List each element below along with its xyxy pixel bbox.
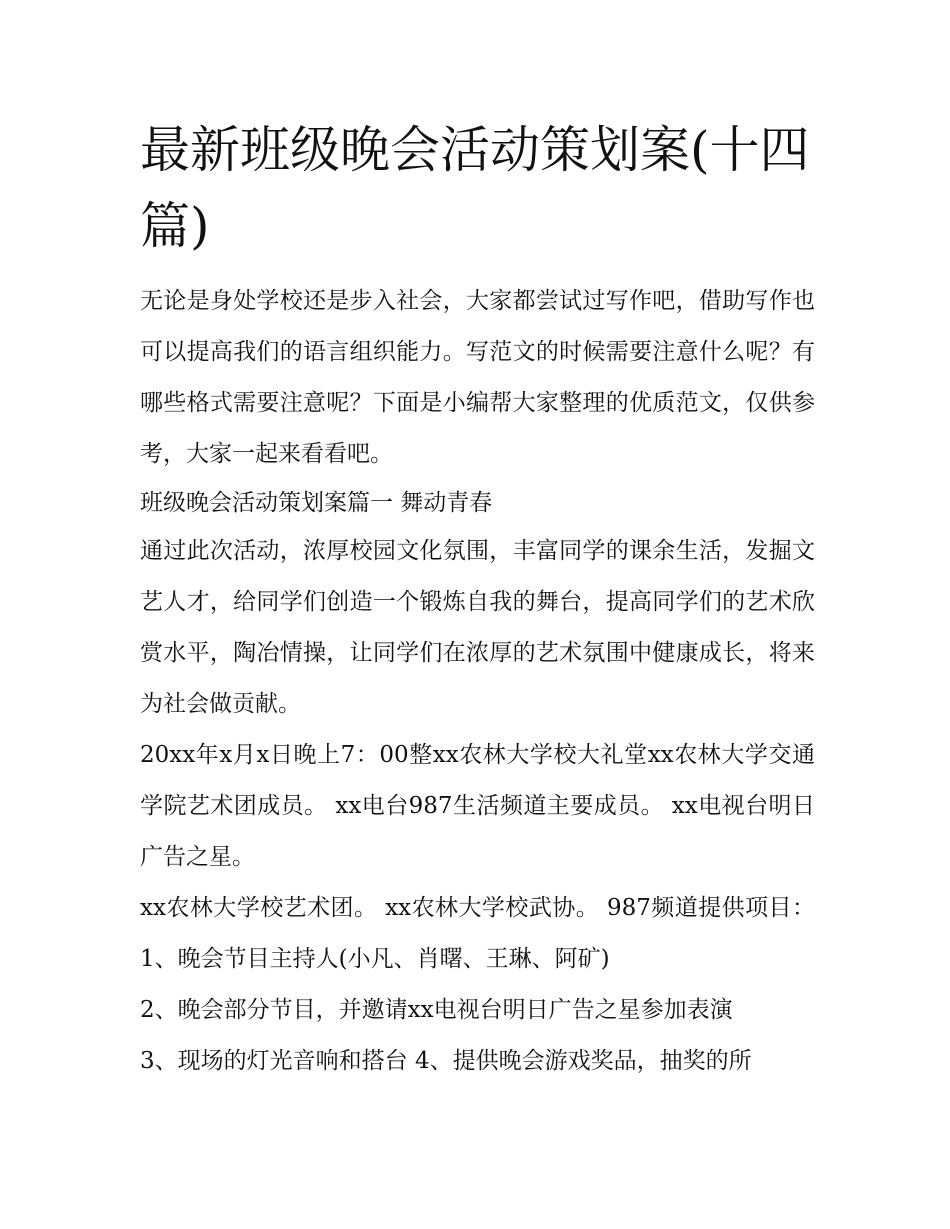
document-page [140,112,815,1087]
document-title: 最新班级晚会活动策划案(十四篇) [140,121,810,255]
time-place-paragraph: 20xx年x月x日晚上7：00整xx农林大学校大礼堂xx农林大学交通学院艺术团成员。 xx电台987生活频道主要成员。 xx电视台明日广告之星。 [140,742,815,870]
purpose-paragraph: 通过此次活动，浓厚校园文化氛围，丰富同学的课余生活，发掘文艺人才，给同学们创造一个锻炼自我的舞台，提高同学们的艺术欣赏水平，陶冶情操，让同学们在浓厚的艺术氛围中健康成长，将来为社会做贡献。 [140,538,815,717]
item-2-paragraph: 2、晚会部分节目，并邀请xx电视台明日广告之星参加表演 [140,997,733,1023]
organizers-paragraph: xx农林大学校艺术团。 xx农林大学校武协。 987频道提供项目： 1、晚会节目主持人(小凡、肖曙、王琳、阿矿) [140,895,815,972]
item-3-4-paragraph: 3、现场的灯光音响和搭台 4、提供晚会游戏奖品，抽奖的所 [140,1048,752,1074]
section-heading: 班级晚会活动策划案篇一 舞动青春 [140,490,493,516]
intro-paragraph: 无论是身处学校还是步入社会，大家都尝试过写作吧，借助写作也可以提高我们的语言组织能力。写范文的时候需要注意什么呢？有哪些格式需要注意呢？下面是小编帮大家整理的优质范文，仅供参考，大家一起来看看吧。 [140,288,815,467]
